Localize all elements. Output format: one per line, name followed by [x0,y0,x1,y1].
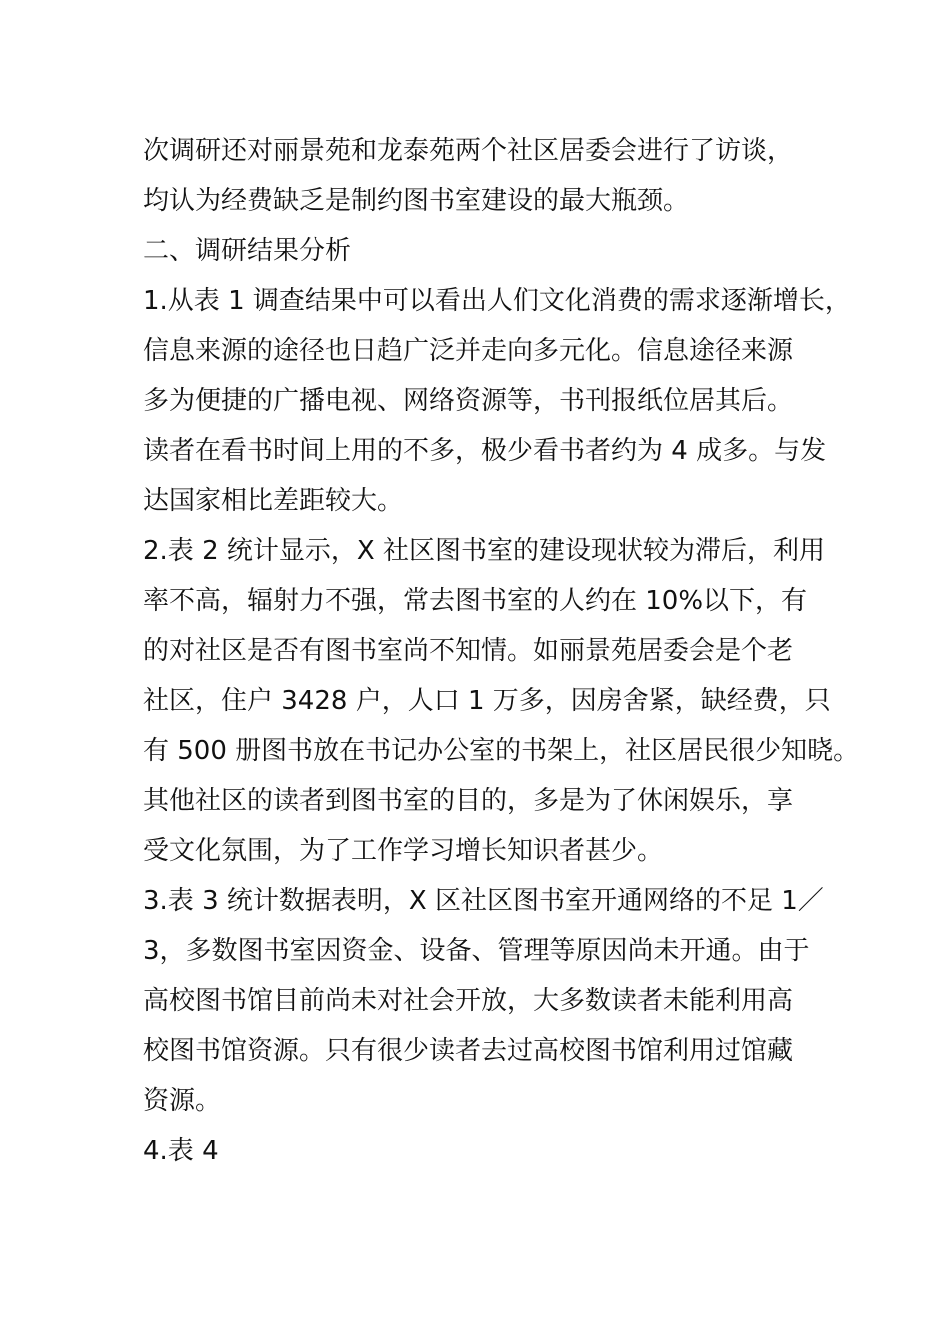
paragraph-line: 多为便捷的广播电视、网络资源等，书刊报纸位居其后。 [143,386,794,416]
paragraph-line: 率不高，辐射力不强，常去图书室的人约在 10%以下，有 [143,586,808,616]
paragraph-line: 其他社区的读者到图书室的目的，多是为了休闲娱乐，享 [143,786,794,816]
paragraph-line: 的对社区是否有图书室尚不知情。如丽景苑居委会是个老 [143,636,794,666]
paragraph-line: 资源。 [143,1086,222,1116]
paragraph-line: 1.从表 1 调查结果中可以看出人们文化消费的需求逐渐增长， [143,286,851,316]
paragraph-line: 达国家相比差距较大。 [143,486,404,516]
paragraph-line: 校图书馆资源。只有很少读者去过高校图书馆利用过馆藏 [143,1036,794,1066]
paragraph-line: 4.表 4 [143,1136,219,1166]
paragraph-line: 受文化氛围，为了工作学习增长知识者甚少。 [143,836,664,866]
paragraph-line: 社区，住户 3428 户，人口 1 万多，因房舍紧，缺经费，只 [143,686,831,716]
paragraph-line: 2.表 2 统计显示，X 社区图书室的建设现状较为滞后，利用 [143,536,825,566]
section-heading: 二、调研结果分析 [143,236,352,266]
paragraph-line: 信息来源的途径也日趋广泛并走向多元化。信息途径来源 [143,336,794,366]
paragraph-line: 次调研还对丽景苑和龙泰苑两个社区居委会进行了访谈， [143,136,794,166]
paragraph-line: 均认为经费缺乏是制约图书室建设的最大瓶颈。 [143,186,690,216]
paragraph-line: 3，多数图书室因资金、设备、管理等原因尚未开通。由于 [143,936,810,966]
paragraph-line: 读者在看书时间上用的不多，极少看书者约为 4 成多。与发 [143,436,827,466]
paragraph-line: 3.表 3 统计数据表明，X 区社区图书室开通网络的不足 1／ [143,886,824,916]
paragraph-line: 有 500 册图书放在书记办公室的书架上，社区居民很少知晓。 [143,736,860,766]
paragraph-line: 高校图书馆目前尚未对社会开放，大多数读者未能利用高 [143,986,794,1016]
